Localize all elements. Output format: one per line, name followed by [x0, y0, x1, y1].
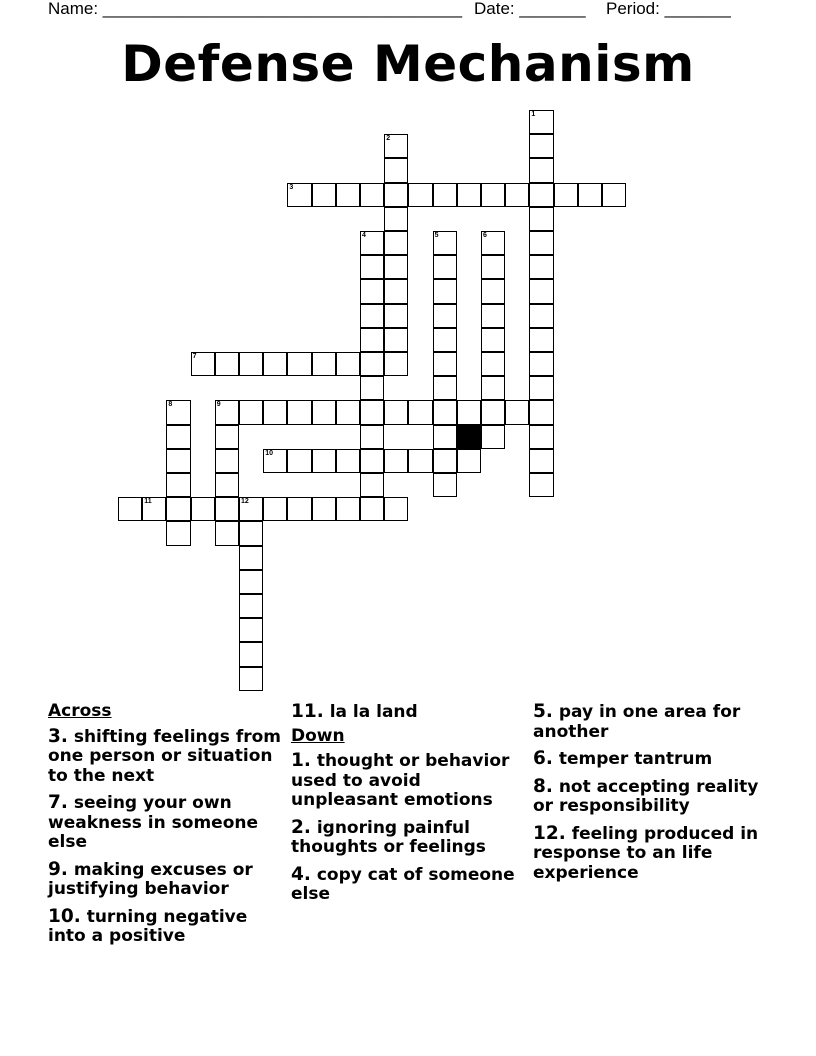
grid-cell[interactable] — [239, 400, 263, 424]
grid-cell[interactable] — [384, 328, 408, 352]
grid-cell[interactable] — [215, 497, 239, 521]
across-heading: Across — [48, 701, 112, 721]
grid-cell[interactable] — [263, 449, 287, 473]
grid-cell[interactable] — [384, 207, 408, 231]
period-field: Period: _______ — [606, 0, 731, 18]
grid-cell[interactable] — [191, 352, 215, 376]
grid-cell[interactable] — [215, 521, 239, 545]
grid-cell[interactable] — [529, 255, 553, 279]
grid-cell[interactable] — [166, 449, 190, 473]
clue-text: ignoring painful thoughts or feelings — [291, 817, 486, 857]
clue-text: temper tantrum — [552, 749, 713, 769]
grid-cell[interactable] — [384, 279, 408, 303]
grid-cell[interactable] — [529, 400, 553, 424]
grid-cell[interactable] — [142, 497, 166, 521]
grid-cell[interactable] — [457, 183, 481, 207]
grid-cell[interactable] — [529, 449, 553, 473]
grid-cell[interactable] — [481, 231, 505, 255]
grid-cell[interactable] — [215, 449, 239, 473]
grid-cell[interactable] — [433, 255, 457, 279]
grid-cell[interactable] — [360, 183, 384, 207]
cell-number: 4 — [362, 232, 366, 239]
clue-number: 5. — [533, 701, 553, 722]
grid-cell[interactable] — [408, 183, 432, 207]
clue-number: 9. — [48, 858, 68, 880]
grid-cell[interactable] — [336, 183, 360, 207]
grid-cell[interactable] — [481, 425, 505, 449]
clue-number: 11. — [291, 701, 324, 722]
grid-cell[interactable] — [215, 352, 239, 376]
grid-cell[interactable] — [384, 449, 408, 473]
cell-number: 6 — [483, 232, 487, 239]
clue-text: shifting feelings from one person or situation to the next — [48, 726, 282, 786]
page-title: Defense Mechanism — [121, 35, 695, 93]
grid-cell[interactable] — [433, 400, 457, 424]
grid-cell[interactable] — [457, 400, 481, 424]
grid-cell[interactable] — [505, 400, 529, 424]
grid-cell[interactable] — [360, 255, 384, 279]
grid-cell[interactable] — [118, 497, 142, 521]
clue-number: 2. — [291, 816, 311, 838]
grid-cell[interactable] — [336, 352, 360, 376]
clue-text: making excuses or justifying behavior — [48, 859, 253, 899]
cell-number: 5 — [434, 232, 439, 239]
grid-cell[interactable] — [287, 352, 311, 376]
grid-cell[interactable] — [166, 521, 190, 545]
clue-text: thought or behavior used to avoid unpleasant emotions — [291, 751, 510, 810]
grid-cell[interactable] — [384, 400, 408, 424]
grid-cell[interactable] — [529, 425, 553, 449]
cell-number: 3 — [289, 183, 294, 191]
cell-number: 11 — [144, 498, 152, 506]
grid-cell[interactable] — [481, 304, 505, 328]
clue-down-5 — [533, 702, 769, 742]
grid-cell[interactable] — [529, 110, 553, 134]
grid-cell[interactable] — [263, 497, 287, 521]
clue-text: pay in one area for another — [533, 702, 741, 742]
clue-across-7 — [48, 793, 284, 853]
grid-cell[interactable] — [360, 328, 384, 352]
grid-cell[interactable] — [215, 400, 239, 424]
clues-column-3 — [533, 702, 769, 890]
grid-cell[interactable] — [239, 642, 263, 666]
grid-cell[interactable] — [481, 376, 505, 400]
grid-cell[interactable] — [529, 352, 553, 376]
clue-text: la la land — [323, 702, 418, 722]
grid-cell[interactable] — [287, 400, 311, 424]
grid-cell[interactable] — [408, 449, 432, 473]
grid-cell[interactable] — [166, 400, 190, 424]
grid-cell[interactable] — [215, 425, 239, 449]
grid-cell[interactable] — [578, 183, 602, 207]
grid-cell[interactable] — [433, 279, 457, 303]
clue-down-1 — [291, 751, 527, 811]
grid-cell[interactable] — [336, 449, 360, 473]
grid-cell[interactable] — [529, 183, 553, 207]
grid-cell[interactable] — [433, 183, 457, 207]
grid-cell[interactable] — [287, 497, 311, 521]
grid-cell[interactable] — [312, 400, 336, 424]
grid-cell[interactable] — [529, 207, 553, 231]
grid-cell[interactable] — [433, 352, 457, 376]
cell-number: 1 — [531, 111, 536, 118]
grid-cell[interactable] — [360, 376, 384, 400]
grid-cell[interactable] — [433, 473, 457, 497]
grid-cell[interactable] — [239, 570, 263, 594]
grid-cell[interactable] — [287, 183, 311, 207]
grid-cell[interactable] — [360, 304, 384, 328]
grid-cell[interactable] — [481, 183, 505, 207]
clue-down-4 — [291, 865, 527, 905]
grid-cell[interactable] — [360, 473, 384, 497]
clue-across-10 — [48, 907, 284, 947]
grid-cell[interactable] — [336, 497, 360, 521]
grid-cell[interactable] — [360, 400, 384, 424]
grid-cell[interactable] — [481, 400, 505, 424]
grid-cell[interactable] — [384, 255, 408, 279]
grid-cell[interactable] — [481, 328, 505, 352]
clue-number: 8. — [533, 775, 553, 797]
grid-cell[interactable] — [529, 279, 553, 303]
clue-number: 10. — [48, 905, 81, 927]
grid-cell[interactable] — [457, 449, 481, 473]
grid-cell[interactable] — [433, 449, 457, 473]
clues-column-1 — [48, 702, 284, 954]
grid-cell[interactable] — [384, 183, 408, 207]
grid-cell[interactable] — [166, 497, 190, 521]
grid-cell[interactable] — [529, 158, 553, 182]
grid-cell[interactable] — [433, 304, 457, 328]
grid-cell[interactable] — [384, 134, 408, 158]
grid-cell[interactable] — [263, 400, 287, 424]
cell-number: 7 — [192, 353, 197, 360]
clue-down-12 — [533, 824, 769, 884]
grid-cell[interactable] — [312, 183, 336, 207]
grid-cell[interactable] — [384, 304, 408, 328]
grid-cell[interactable] — [433, 425, 457, 449]
grid-cell[interactable] — [263, 352, 287, 376]
clue-down-8 — [533, 777, 769, 817]
grid-black-cell — [457, 425, 481, 449]
grid-cell[interactable] — [529, 134, 553, 158]
grid-cell[interactable] — [239, 352, 263, 376]
grid-cell[interactable] — [529, 376, 553, 400]
grid-cell[interactable] — [239, 594, 263, 618]
grid-cell[interactable] — [239, 618, 263, 642]
cell-number: 2 — [386, 135, 391, 143]
grid-cell[interactable] — [360, 449, 384, 473]
grid-cell[interactable] — [360, 231, 384, 255]
clue-number: 6. — [533, 748, 553, 769]
grid-cell[interactable] — [481, 255, 505, 279]
grid-cell[interactable] — [433, 376, 457, 400]
grid-cell[interactable] — [166, 473, 190, 497]
clue-down-2 — [291, 818, 527, 858]
grid-cell[interactable] — [287, 449, 311, 473]
grid-cell[interactable] — [529, 473, 553, 497]
cell-number: 12 — [241, 498, 249, 506]
grid-cell[interactable] — [239, 546, 263, 570]
grid-cell[interactable] — [384, 352, 408, 376]
grid-cell[interactable] — [408, 400, 432, 424]
clue-across-9 — [48, 860, 284, 900]
grid-cell[interactable] — [481, 279, 505, 303]
grid-cell[interactable] — [433, 231, 457, 255]
clue-number: 4. — [291, 863, 311, 885]
grid-cell[interactable] — [529, 304, 553, 328]
grid-cell[interactable] — [505, 183, 529, 207]
grid-cell[interactable] — [239, 667, 263, 691]
grid-cell[interactable] — [191, 497, 215, 521]
clue-text: seeing your own weakness in someone else — [48, 793, 259, 852]
clues-column-2 — [291, 702, 527, 912]
grid-cell[interactable] — [215, 473, 239, 497]
grid-cell[interactable] — [312, 497, 336, 521]
grid-cell[interactable] — [166, 425, 190, 449]
grid-cell[interactable] — [529, 328, 553, 352]
clue-text: turning negative into a positive — [48, 906, 248, 946]
grid-cell[interactable] — [384, 231, 408, 255]
clue-down-6 — [533, 749, 769, 770]
grid-cell[interactable] — [481, 352, 505, 376]
clue-text: feeling produced in response to an life experience — [533, 823, 759, 883]
grid-cell[interactable] — [360, 497, 384, 521]
grid-cell[interactable] — [360, 279, 384, 303]
cell-number: 10 — [265, 449, 273, 457]
clue-text: copy cat of someone else — [291, 864, 515, 904]
clue-number: 12. — [533, 822, 566, 844]
clue-number: 1. — [291, 750, 311, 771]
cell-number: 9 — [216, 401, 221, 409]
name-field: Name: ______________________________________ — [48, 0, 463, 18]
grid-cell[interactable] — [239, 497, 263, 521]
cell-number: 8 — [168, 401, 173, 409]
grid-cell[interactable] — [529, 231, 553, 255]
grid-cell[interactable] — [360, 352, 384, 376]
grid-cell[interactable] — [239, 521, 263, 545]
clue-number: 7. — [48, 792, 68, 813]
grid-cell[interactable] — [384, 497, 408, 521]
clue-across-11 — [291, 702, 527, 723]
clue-text: not accepting reality or responsibility — [533, 776, 759, 816]
down-heading: Down — [291, 725, 345, 746]
grid-cell[interactable] — [384, 158, 408, 182]
grid-cell[interactable] — [433, 328, 457, 352]
grid-cell[interactable] — [312, 449, 336, 473]
clue-across-3 — [48, 727, 284, 787]
date-field: Date: _______ — [474, 0, 586, 18]
grid-cell[interactable] — [360, 425, 384, 449]
grid-cell[interactable] — [554, 183, 578, 207]
grid-cell[interactable] — [312, 352, 336, 376]
grid-cell[interactable] — [602, 183, 626, 207]
clue-number: 3. — [48, 725, 68, 747]
grid-cell[interactable] — [336, 400, 360, 424]
